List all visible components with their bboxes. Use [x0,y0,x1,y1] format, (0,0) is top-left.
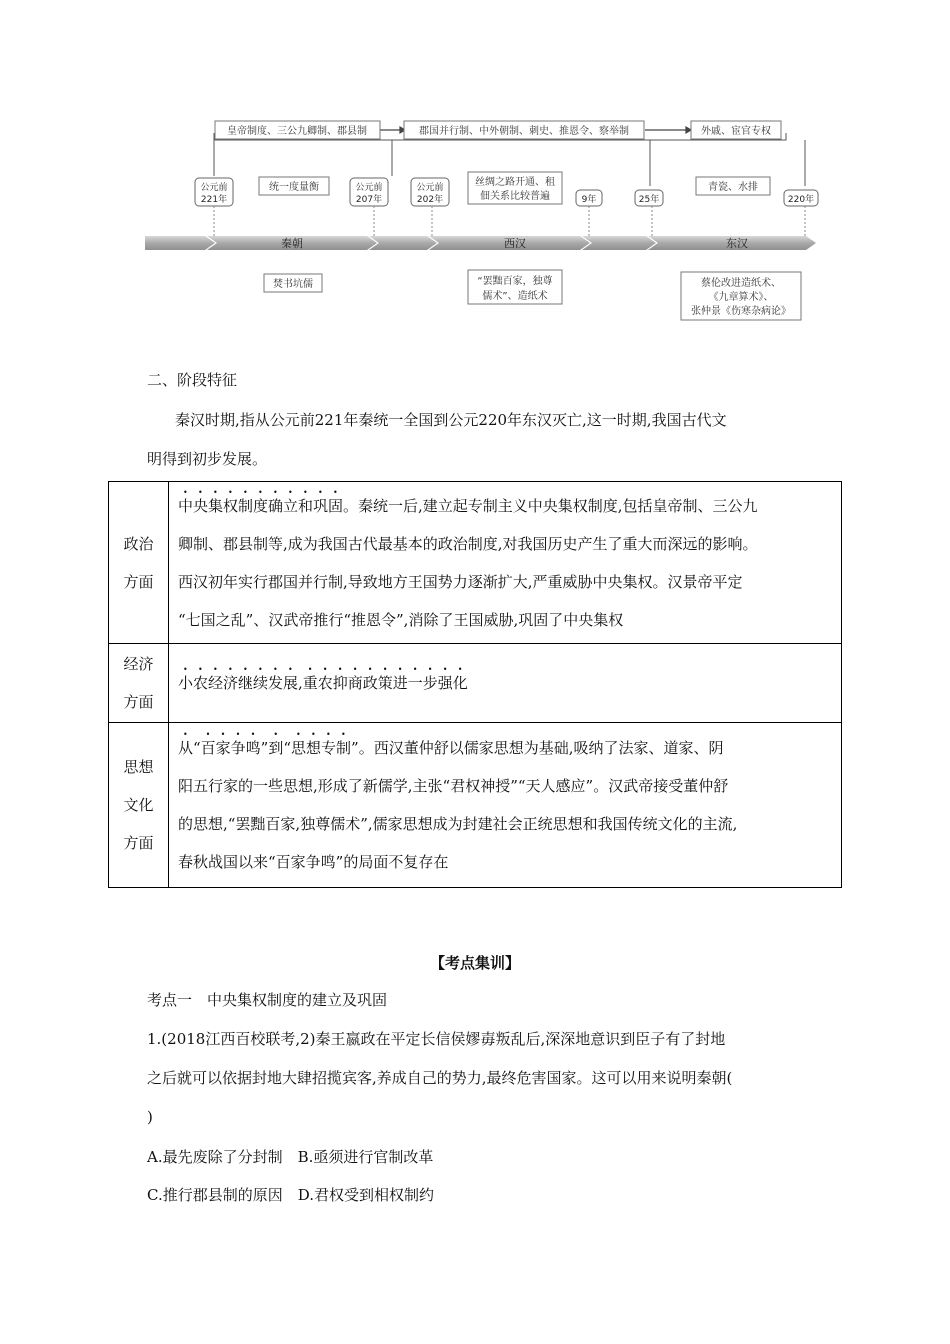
table-row-politics [109,482,842,644]
bottom-box-cailun [681,272,801,320]
emph-politics: 中央集权制度确立和巩固 [178,496,344,515]
table-row-economy [109,644,842,723]
intro-line-1: 秦汉时期,指从公元前221年秦统一全国到公元220年东汉灭亡,这一时期,我国古代文 [175,411,727,429]
mid-box-weights [259,177,329,195]
emph-economy: 小农经济继续发展,重农抑商政策进一步强化 [178,674,468,692]
era-qin: 秦朝 [281,237,303,250]
exercise-topic: 考点一 中央集权制度的建立及巩固 [147,991,388,1009]
question-1-line-3: ) [147,1108,153,1126]
date-tag-220ad [784,190,818,236]
content-economy [169,644,842,723]
question-1-line-2: 之后就可以依据封地大肆招揽宾客,养成自己的势力,最终危害国家。这可以用来说明秦朝( [147,1069,733,1087]
svg-text:9年: 9年 [581,195,597,205]
era-donghan: 东汉 [726,237,748,250]
date-tag-221bc [195,178,233,236]
mid-box-celadon [696,177,770,195]
era-band [145,236,816,250]
table-row-culture [109,723,842,888]
date-tag-207bc [350,178,388,236]
label-economy: 经济 方面 [109,644,169,723]
svg-text:儒术”、造纸术: 儒术”、造纸术 [482,291,548,302]
date-tag-202bc [411,178,449,236]
mid-box-silkroad [468,172,562,204]
timeline-diagram [0,0,950,340]
svg-text:公元前: 公元前 [355,183,383,193]
label-politics: 政治 方面 [109,482,169,644]
svg-text:蔡伦改进造纸术、: 蔡伦改进造纸术、 [701,278,781,289]
svg-text:焚书坑儒: 焚书坑儒 [273,279,313,290]
svg-text:丝绸之路开通、租: 丝绸之路开通、租 [475,177,555,188]
label-culture: 思想 文化 方面 [109,723,169,888]
svg-text:统一度量衡: 统一度量衡 [269,182,319,193]
content-politics: 中央集权制度确立和巩固。秦统一后,建立起专制主义中央集权制度,包括皇帝制、三公九 卿制、郡县制等,成为我国古代最基本的政治制度,对我国历史产生了重大而深远的影响。 西汉初年实行郡国并行制,导致地方王国势力逐渐扩大,严重威胁中央集权。汉景帝平定 “七国之乱”、汉武帝推行“推恩令”,消除了王国威胁,巩固了中央集权 [169,482,842,644]
top-box-xihan-text: 郡国并行制、中外朝制、刺史、推恩令、察举制 [419,126,629,137]
question-1-options-ab[interactable]: A.最先废除了分封制 B.亟须进行官制改革 [147,1148,434,1166]
svg-text:221年: 221年 [200,195,228,205]
top-box-donghan-text: 外戚、宦官专权 [701,126,771,137]
top-box-qin-text: 皇帝制度、三公九卿制、郡县制 [227,126,367,137]
era-xihan: 西汉 [504,237,526,250]
exercise-title: 【考点集训】 [429,954,520,972]
svg-text:207年: 207年 [355,195,383,205]
svg-text:202年: 202年 [416,195,444,205]
question-1-options-cd[interactable]: C.推行郡县制的原因 D.君权受到相权制约 [147,1186,434,1204]
stage-features-table [108,481,842,888]
emph-culture: 从“百家争鸣”到“思想专制” [178,739,359,757]
svg-text:220年: 220年 [787,195,815,205]
question-1-line-1: 1.(2018江西百校联考,2)秦王嬴政在平定长信侯嫪毐叛乱后,深深地意识到臣子有了封地 [147,1030,726,1048]
svg-text:25年: 25年 [638,195,660,205]
date-tag-25ad [635,190,663,236]
svg-text:“罢黜百家，独尊: “罢黜百家，独尊 [477,276,553,287]
svg-text:公元前: 公元前 [200,183,228,193]
svg-text:佃关系比较普遍: 佃关系比较普遍 [480,191,550,202]
content-culture: 从“百家争鸣”到“思想专制”。西汉董仲舒以儒家思想为基础,吸纳了法家、道家、阴 阳五行家的一些思想,形成了新儒学,主张“君权神授”“天人感应”。汉武帝接受董仲舒 的思想,“罢黜百家,独尊儒术”,儒家思想成为封建社会正统思想和我国传统文化的主流, 春秋战国以来“百家争鸣”的局面不复存在 [169,723,842,888]
svg-text:青瓷、水排: 青瓷、水排 [708,182,758,193]
svg-text:公元前: 公元前 [416,183,444,193]
svg-text:《九章算术》、: 《九章算术》、 [708,292,774,303]
bottom-box-burning [264,274,322,292]
bottom-box-confucianism [468,270,562,304]
svg-text:张仲景《伤寒杂病论》: 张仲景《伤寒杂病论》 [691,306,791,317]
intro-line-2: 明得到初步发展。 [147,450,268,468]
section-heading: 二、阶段特征 [147,371,238,389]
date-tag-9ad [576,190,602,236]
